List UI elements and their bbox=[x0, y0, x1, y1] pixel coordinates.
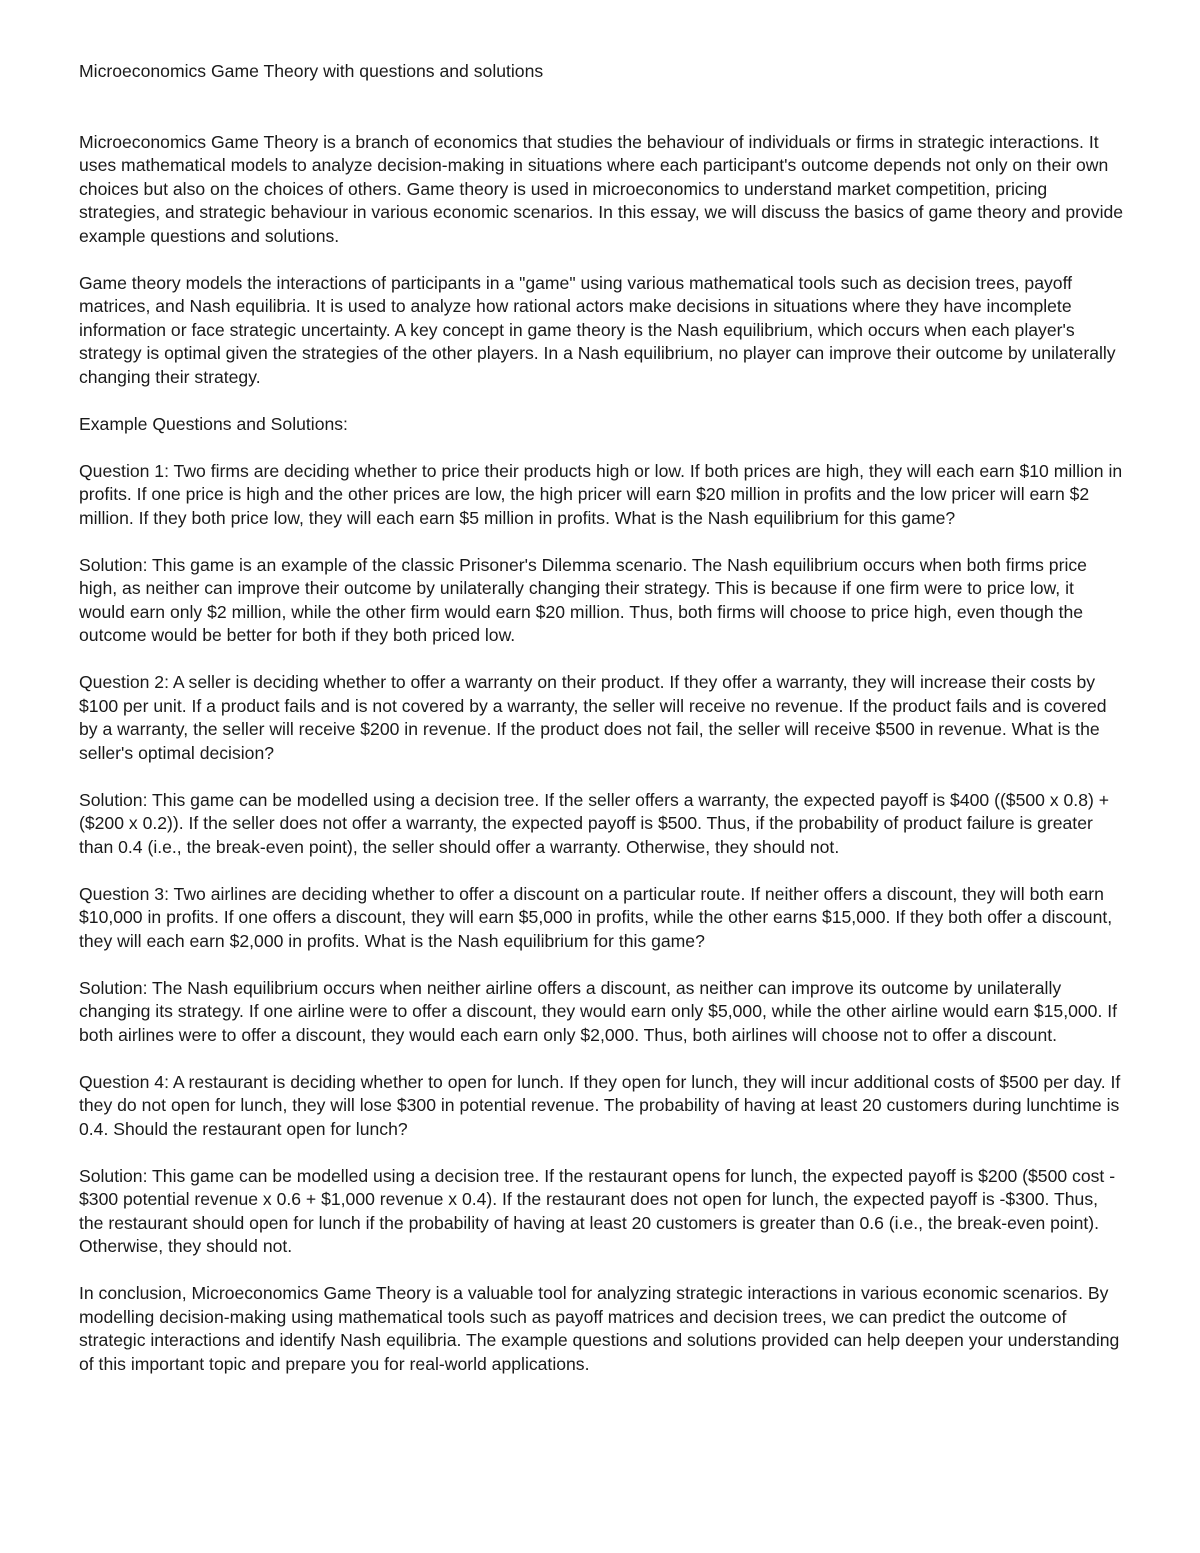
intro-paragraph: Microeconomics Game Theory is a branch of economics that studies the behaviour of individuals or firms in strategic interactions. It uses mathematical models to analyze decision-making in situations where each participant's outcome depends not only on their own choices but also on the choices of others. Game theory is used in microeconomics to understand market competition, pricing strategies, and strategic behaviour in various economic scenarios. In this essay, we will discuss the basics of game theory and provide example questions and solutions. bbox=[79, 131, 1124, 246]
solution-3: Solution: The Nash equilibrium occurs when neither airline offers a discount, as neither can improve its outcome by unilaterally changing its strategy. If one airline were to offer a discount, they would earn only $5,000, while the other airline would earn $15,000. If both airlines were to offer a discount, they would each earn only $2,000. Thus, both airlines will choose not to offer a discount. bbox=[79, 977, 1118, 1045]
examples-heading: Example Questions and Solutions: bbox=[79, 413, 348, 434]
question-3: Question 3: Two airlines are deciding whether to offer a discount on a particular route. If neither offers a discount, they will both earn $10,000 in profits. If one offers a discount, they will earn $5,000 in profits, while the other earns $15,000. If they both offer a discount, they will each earn $2,000 in profits. What is the Nash equilibrium for this game? bbox=[79, 883, 1113, 951]
document-page bbox=[79, 60, 1124, 1400]
solution-4: Solution: This game can be modelled using a decision tree. If the restaurant opens for lunch, the expected payoff is $200 ($500 cost - $300 potential revenue x 0.6 + $1,000 revenue x 0.4). If the restaurant does not open for lunch, the expected payoff is -$300. Thus, the restaurant should open for lunch if the probability of having at least 20 customers is greater than 0.6 (i.e., the break-even point). Otherwise, they should not. bbox=[79, 1165, 1116, 1256]
document-title: Microeconomics Game Theory with questions and solutions bbox=[79, 61, 544, 81]
question-1: Question 1: Two firms are deciding whether to price their products high or low. If both prices are high, they will each earn $10 million in profits. If one price is high and the other prices are low, the high pricer will earn $20 million in profits and the low pricer will earn $2 million. If they both price low, they will each earn $5 million in profits. What is the Nash equilibrium for this game? bbox=[79, 460, 1123, 528]
question-2: Question 2: A seller is deciding whether to offer a warranty on their product. If they offer a warranty, they will increase their costs by $100 per unit. If a product fails and is not covered by a warranty, the seller will receive no revenue. If the product fails and is covered by a warranty, the seller will receive $200 in revenue. If the product does not fail, the seller will receive $500 in revenue. What is the seller's optimal decision? bbox=[79, 672, 1107, 763]
conclusion-paragraph: In conclusion, Microeconomics Game Theory is a valuable tool for analyzing strategic interactions in various economic scenarios. By modelling decision-making using mathematical tools such as payoff matrices and decision trees, we can predict the outcome of strategic interactions and identify Nash equilibria. The example questions and solutions provided can help deepen your understanding of this important topic and prepare you for real-world applications. bbox=[79, 1283, 1120, 1374]
solution-1: Solution: This game is an example of the classic Prisoner's Dilemma scenario. The Nash equilibrium occurs when both firms price high, as neither can improve their outcome by unilaterally changing their strategy. This is because if one firm were to price low, it would earn only $2 million, while the other firm would earn $20 million. Thus, both firms will choose to price high, even though the outcome would be better for both if they both priced low. bbox=[79, 554, 1087, 645]
solution-2: Solution: This game can be modelled using a decision tree. If the seller offers a warranty, the expected payoff is $400 (($500 x 0.8) + ($200 x 0.2)). If the seller does not offer a warranty, the expected payoff is $500. Thus, if the probability of product failure is greater than 0.4 (i.e., the break-even point), the seller should offer a warranty. Otherwise, they should not. bbox=[79, 789, 1109, 857]
question-4: Question 4: A restaurant is deciding whether to open for lunch. If they open for lunch, they will incur additional costs of $500 per day. If they do not open for lunch, they will lose $300 in potential revenue. The probability of having at least 20 customers during lunchtime is 0.4. Should the restaurant open for lunch? bbox=[79, 1071, 1121, 1139]
game-theory-paragraph: Game theory models the interactions of participants in a "game" using various mathematical tools such as decision trees, payoff matrices, and Nash equilibria. It is used to analyze how rational actors make decisions in situations where they have incomplete information or face strategic uncertainty. A key concept in game theory is the Nash equilibrium, which occurs when each player's strategy is optimal given the strategies of the other players. In a Nash equilibrium, no player can improve their outcome by unilaterally changing their strategy. bbox=[79, 272, 1116, 387]
